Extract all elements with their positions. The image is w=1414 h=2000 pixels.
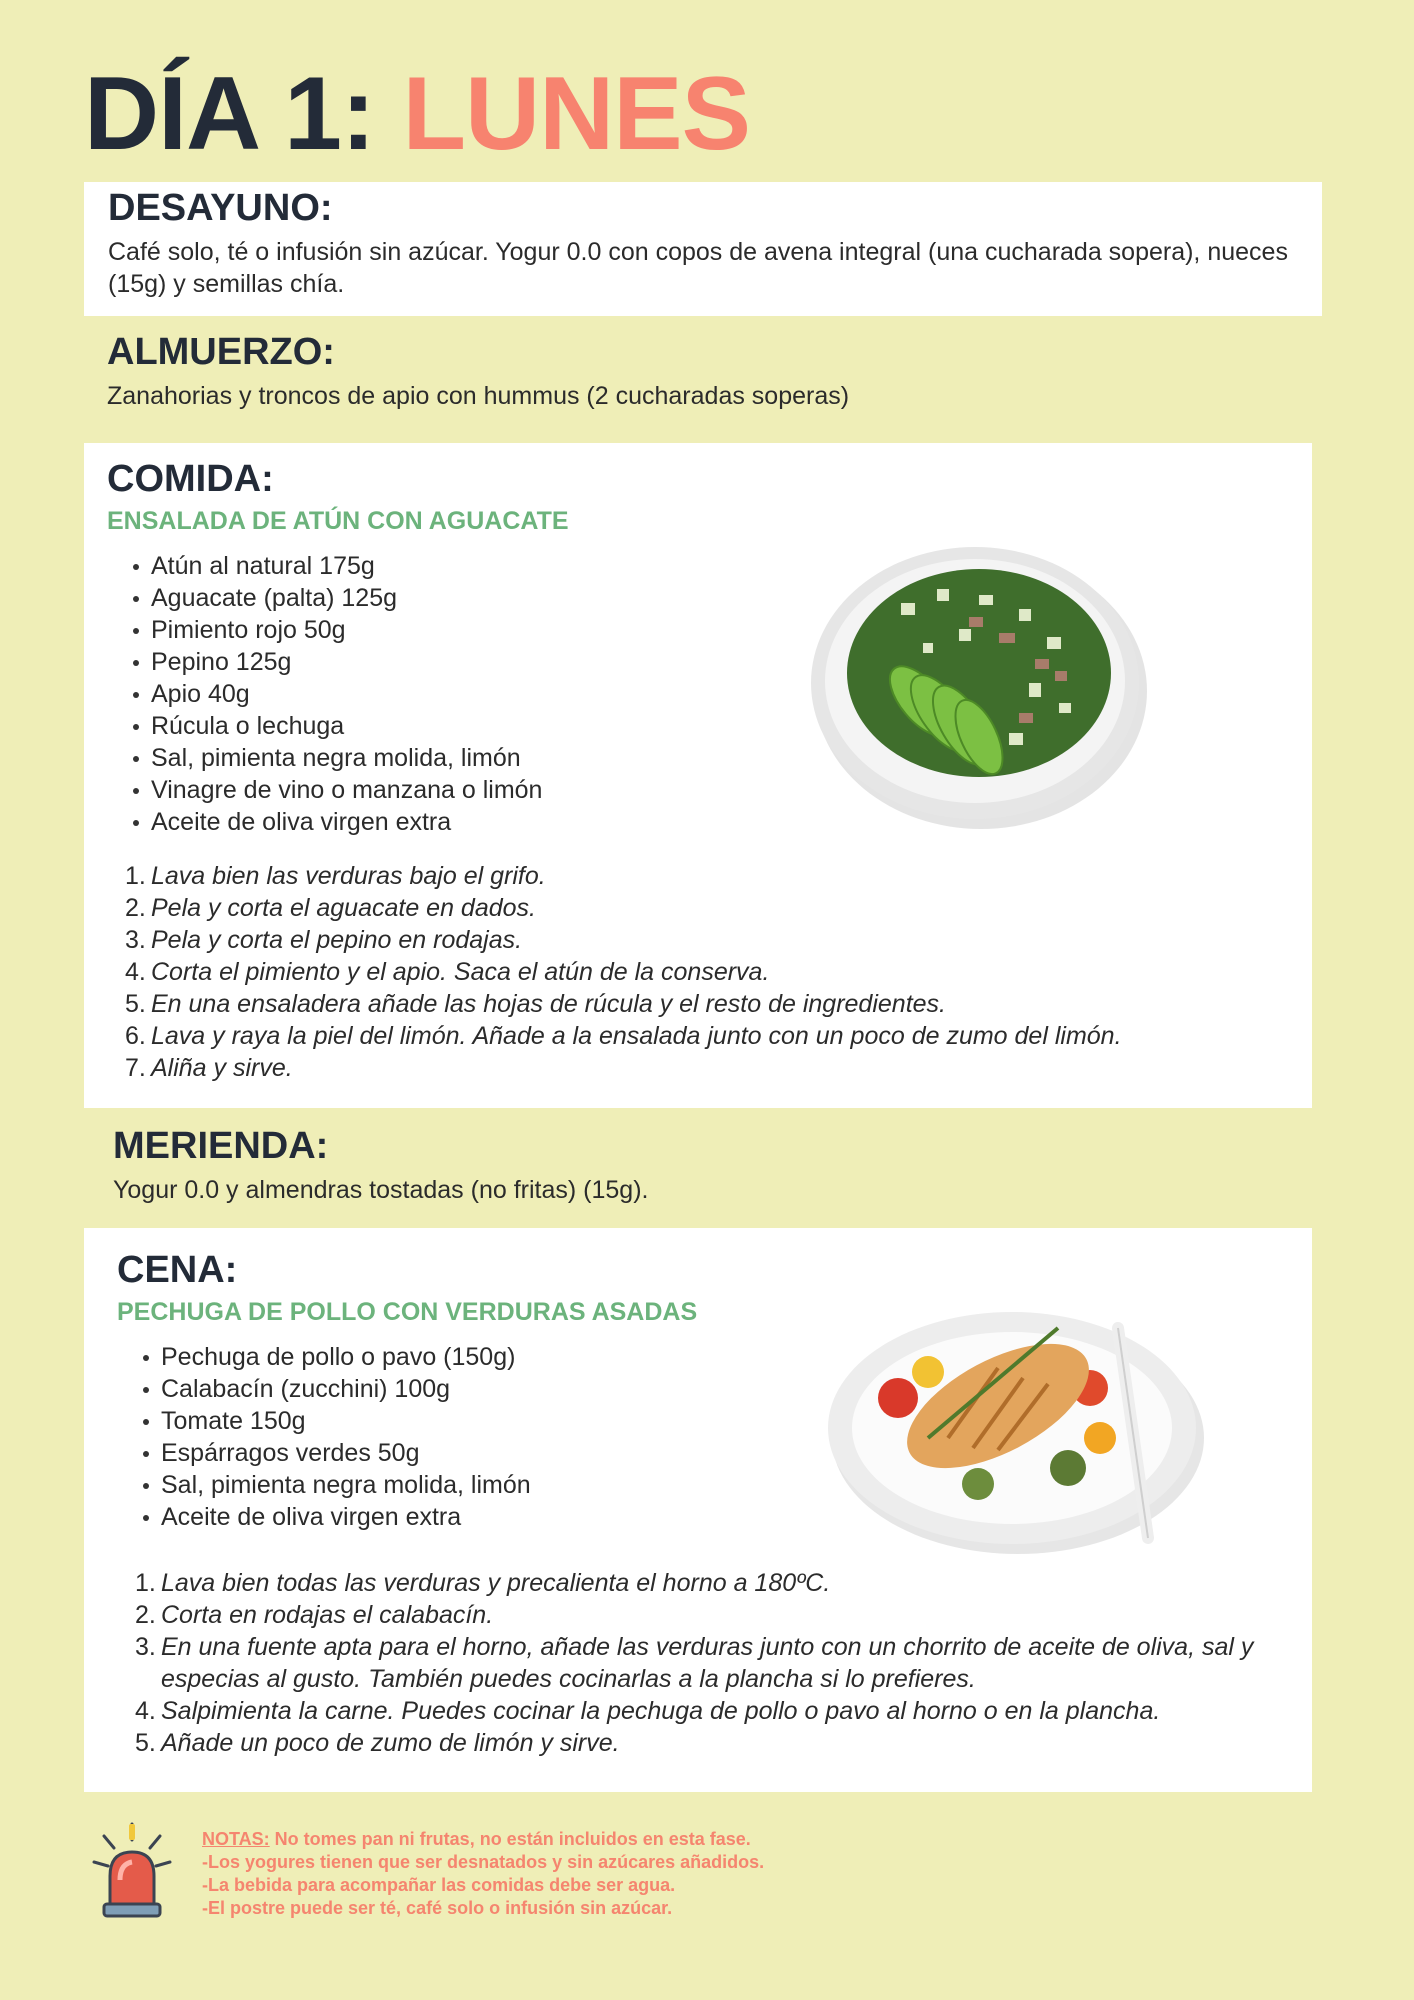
desayuno-text: Café solo, té o infusión sin azúcar. Yogur 0.0 con copos de avena integral (una cucharada sopera), nueces (15g) y semillas chía. <box>108 237 1288 298</box>
ingredient-item: Aceite de oliva virgen extra <box>117 1501 1307 1533</box>
merienda-text: Yogur 0.0 y almendras tostadas (no fritas) (15g). <box>113 1175 649 1204</box>
salad-bowl-image <box>809 533 1149 833</box>
note-line: -La bebida para acompañar las comidas debe ser agua. <box>202 1875 676 1895</box>
step-number: 6. <box>125 1021 146 1050</box>
step-text: Corta en rodajas el calabacín. <box>161 1600 494 1629</box>
notes-first-line <box>202 1828 764 1851</box>
chicken-plate-image <box>828 1288 1208 1558</box>
step-text: Corta el pimiento y el apio. Saca el atún de la conserva. <box>151 957 770 986</box>
cena-heading: CENA: <box>117 1249 238 1291</box>
step-item <box>107 988 1287 1020</box>
step-number: 5. <box>125 989 146 1018</box>
day-label: DÍA 1: <box>84 56 375 172</box>
step-number: 7. <box>125 1053 146 1082</box>
ingredient-item: Calabacín (zucchini) 100g <box>117 1373 1307 1405</box>
step-number: 2. <box>135 1600 156 1629</box>
step-text: Salpimienta la carne. Puedes cocinar la pechuga de pollo o pavo al horno o en la plancha. <box>161 1696 1161 1725</box>
step-number: 3. <box>135 1632 156 1661</box>
ingredient-item: Aceite de oliva virgen extra <box>107 806 1287 838</box>
ingredient-item: Pepino 125g <box>107 646 1287 678</box>
step-item <box>107 1052 1287 1084</box>
step-text: En una ensaladera añade las hojas de rúcula y el resto de ingredientes. <box>151 989 946 1018</box>
step-text: En una fuente apta para el horno, añade las verduras junto con un chorrito de aceite de oliva, sal y especias al gusto. También puedes cocinarlas a la plancha si lo prefieres. <box>161 1632 1254 1693</box>
step-text: Aliña y sirve. <box>151 1053 293 1082</box>
step-item <box>107 860 1287 892</box>
comida-section <box>84 443 1312 1108</box>
ingredient-item: Aguacate (palta) 125g <box>107 582 1287 614</box>
step-number: 5. <box>135 1728 156 1757</box>
step-item <box>117 1599 1307 1631</box>
ingredient-item: Sal, pimienta negra molida, limón <box>107 742 1287 774</box>
merienda-heading: MERIENDA: <box>113 1125 329 1167</box>
step-text: Pela y corta el pepino en rodajas. <box>151 925 523 954</box>
cena-steps <box>117 1567 1307 1759</box>
almuerzo-text: Zanahorias y troncos de apio con hummus (2 cucharadas soperas) <box>107 381 850 410</box>
step-text: Lava bien todas las verduras y precalienta el horno a 180ºC. <box>161 1568 831 1597</box>
ingredient-item: Tomate 150g <box>117 1405 1307 1437</box>
ingredient-item: Rúcula o lechuga <box>107 710 1287 742</box>
step-item <box>107 956 1287 988</box>
step-number: 1. <box>135 1568 156 1597</box>
step-item <box>117 1695 1307 1727</box>
ingredient-item: Vinagre de vino o manzana o limón <box>107 774 1287 806</box>
weekday-label: LUNES <box>402 56 751 172</box>
step-number: 2. <box>125 893 146 922</box>
ingredient-item: Pimiento rojo 50g <box>107 614 1287 646</box>
notes-block <box>202 1828 764 1920</box>
desayuno-section <box>84 182 1322 316</box>
step-text: Lava bien las verduras bajo el grifo. <box>151 861 546 890</box>
notes-lines <box>202 1851 764 1920</box>
note-line: -Los yogures tienen que ser desnatados y sin azúcares añadidos. <box>202 1852 765 1872</box>
step-number: 3. <box>125 925 146 954</box>
ingredient-item: Sal, pimienta negra molida, limón <box>117 1469 1307 1501</box>
notes-first-text: No tomes pan ni frutas, no están incluidos en esta fase. <box>269 1829 751 1849</box>
ingredient-item: Espárragos verdes 50g <box>117 1437 1307 1469</box>
ingredient-item: Atún al natural 175g <box>107 550 1287 582</box>
note-line: -El postre puede ser té, café solo o infusión sin azúcar. <box>202 1898 673 1918</box>
desayuno-heading: DESAYUNO: <box>108 187 333 229</box>
step-text: Añade un poco de zumo de limón y sirve. <box>161 1728 620 1757</box>
step-item <box>107 1020 1287 1052</box>
cena-recipe-title: PECHUGA DE POLLO CON VERDURAS ASADAS <box>117 1297 698 1326</box>
ingredient-item: Apio 40g <box>107 678 1287 710</box>
almuerzo-section <box>107 330 1307 412</box>
step-item <box>117 1727 1307 1759</box>
siren-icon <box>92 1820 172 1924</box>
ingredient-item: Pechuga de pollo o pavo (150g) <box>117 1341 1307 1373</box>
merienda-section <box>113 1124 1313 1206</box>
page-title <box>84 52 750 177</box>
step-item <box>117 1631 1307 1695</box>
step-item <box>107 924 1287 956</box>
step-text: Lava y raya la piel del limón. Añade a la ensalada junto con un poco de zumo del limón. <box>151 1021 1122 1050</box>
step-number: 1. <box>125 861 146 890</box>
notes-label: NOTAS: <box>202 1829 270 1849</box>
step-number: 4. <box>125 957 146 986</box>
step-number: 4. <box>135 1696 156 1725</box>
comida-steps <box>107 860 1287 1084</box>
step-text: Pela y corta el aguacate en dados. <box>151 893 536 922</box>
cena-section <box>84 1228 1312 1792</box>
comida-heading: COMIDA: <box>107 458 274 500</box>
step-item <box>117 1567 1307 1599</box>
comida-recipe-title: ENSALADA DE ATÚN CON AGUACATE <box>107 506 569 535</box>
step-item <box>107 892 1287 924</box>
almuerzo-heading: ALMUERZO: <box>107 331 335 373</box>
